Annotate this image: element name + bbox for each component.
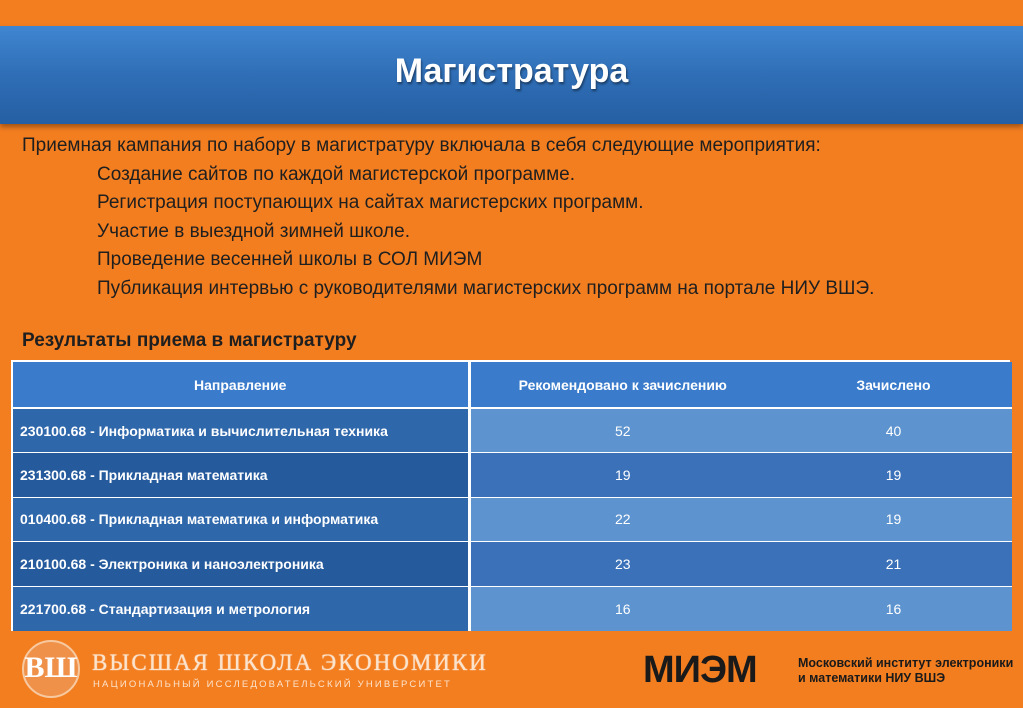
cell-enrolled: 19 xyxy=(775,497,1012,542)
column-header-enrolled: Зачислено xyxy=(775,362,1012,408)
intro-text xyxy=(22,132,1012,304)
cell-enrolled: 19 xyxy=(775,453,1012,498)
table-header-row xyxy=(13,362,1012,408)
activities-list xyxy=(22,161,1012,304)
list-item: Регистрация поступающих на сайтах магистерских программ. xyxy=(97,192,644,214)
cell-direction: 010400.68 - Прикладная математика и информатика xyxy=(13,497,469,542)
results-heading: Результаты приема в магистратуру xyxy=(22,330,357,351)
table-row xyxy=(13,453,1012,498)
cell-direction: 231300.68 - Прикладная математика xyxy=(13,453,469,498)
cell-enrolled: 40 xyxy=(775,408,1012,453)
cell-direction: 221700.68 - Стандартизация и метрология xyxy=(13,586,469,631)
results-table xyxy=(11,360,1010,631)
page-title: Магистратура xyxy=(394,52,629,90)
table-row xyxy=(13,497,1012,542)
list-item: Публикация интервью с руководителями магистерских программ на портале НИУ ВШЭ. xyxy=(97,277,875,299)
hse-subtitle: НАЦИОНАЛЬНЫЙ ИССЛЕДОВАТЕЛЬСКИЙ УНИВЕРСИТЕТ xyxy=(93,679,453,690)
miem-name xyxy=(798,656,1018,686)
cell-recommended: 52 xyxy=(469,408,775,453)
intro-lead: Приемная кампания по набору в магистратуру включала в себя следующие мероприятия: xyxy=(22,135,821,156)
cell-recommended: 16 xyxy=(469,586,775,631)
cell-enrolled: 16 xyxy=(775,586,1012,631)
table-row xyxy=(13,542,1012,587)
cell-enrolled: 21 xyxy=(775,542,1012,587)
cell-direction: 210100.68 - Электроника и наноэлектроника xyxy=(13,542,469,587)
list-item: Участие в выездной зимней школе. xyxy=(97,220,410,242)
cell-recommended: 22 xyxy=(469,497,775,542)
list-item: Проведение весенней школы в СОЛ МИЭМ xyxy=(97,249,483,271)
miem-logo: МИЭМ xyxy=(643,649,757,691)
column-header-recommended: Рекомендовано к зачислению xyxy=(469,362,775,408)
miem-name-line: Московский институт электроники xyxy=(798,656,1014,670)
hse-logo-icon: ВШ xyxy=(22,640,80,698)
table-row xyxy=(13,408,1012,453)
list-item: Создание сайтов по каждой магистерской программе. xyxy=(97,163,576,185)
column-header-direction: Направление xyxy=(13,362,469,408)
table-row xyxy=(13,586,1012,631)
miem-name-line: и математики НИУ ВШЭ xyxy=(798,671,946,685)
cell-recommended: 19 xyxy=(469,453,775,498)
cell-direction: 230100.68 - Информатика и вычислительная техника xyxy=(13,408,469,453)
cell-recommended: 23 xyxy=(469,542,775,587)
hse-name: ВЫСШАЯ ШКОЛА ЭКОНОМИКИ xyxy=(92,650,488,675)
